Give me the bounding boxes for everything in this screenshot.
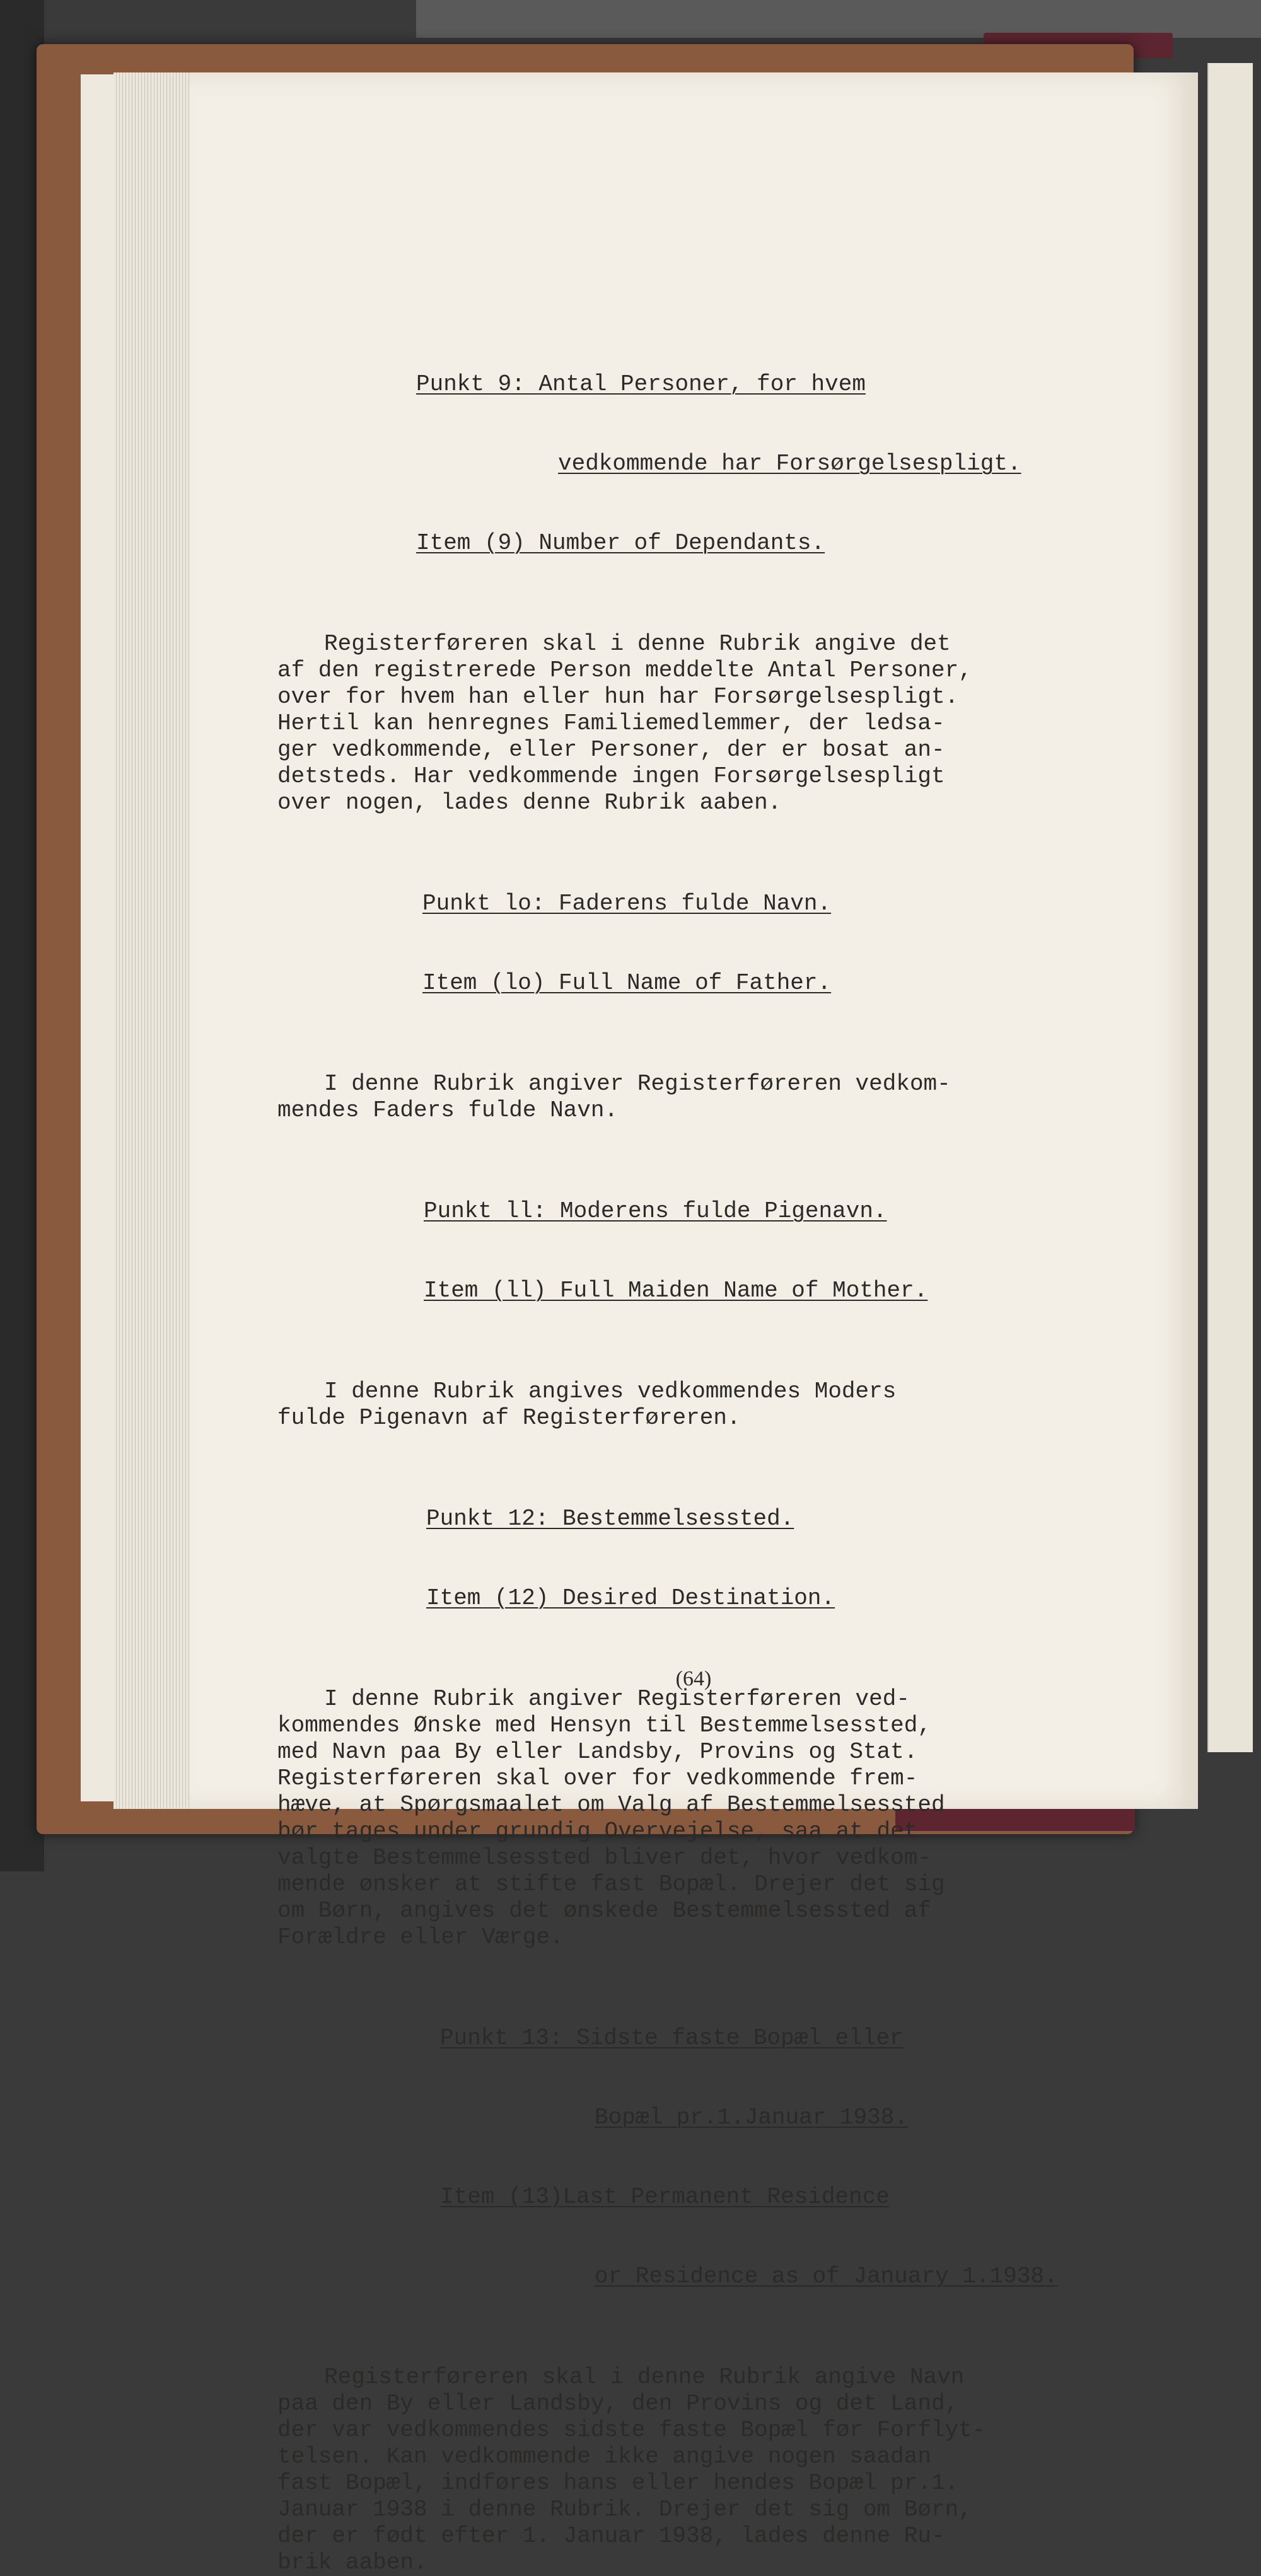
text-line: paa den By eller Landsby, den Provins og det Land, <box>277 2391 959 2417</box>
section-heading <box>422 838 1122 1049</box>
heading-line: Punkt 12: Bestemmelsessted. <box>426 1506 794 1532</box>
text-line: I denne Rubrik angiver Registerføreren ved- <box>324 1686 910 1712</box>
heading-line: Punkt 13: Sidste faste Bopæl eller <box>440 2025 904 2051</box>
heading-line: Punkt lo: Faderens fulde Navn. <box>422 891 832 916</box>
document-page <box>189 72 1198 2575</box>
text-line: der var vedkommendes sidste faste Bopæl før Forflyt- <box>277 2417 986 2443</box>
section-item-10 <box>277 838 1122 1124</box>
heading-line: Punkt ll: Moderens fulde Pigenavn. <box>424 1198 887 1224</box>
text-line: der er født efter 1. Januar 1938, lades denne Ru- <box>277 2523 945 2549</box>
page-text <box>277 230 1122 2576</box>
section-item-9 <box>277 318 1122 816</box>
text-line: Januar 1938 i denne Rubrik. Drejer det sig om Børn, <box>277 2497 972 2522</box>
text-line: mendes Faders fulde Navn. <box>277 1097 619 1123</box>
page-stack-edges <box>113 72 195 1809</box>
section-paragraph <box>277 631 1122 816</box>
text-line: kommendes Ønske med Hensyn til Bestemmelsessted, <box>277 1713 931 1738</box>
text-line: fast Bopæl, indføres hans eller hendes Bopæl pr.1. <box>277 2470 959 2496</box>
section-item-13 <box>277 1972 1122 2576</box>
section-paragraph <box>277 2364 1122 2576</box>
heading-line: Item (9) Number of Dependants. <box>416 530 825 556</box>
heading-line: or Residence as of January 1.1938. <box>595 2263 1058 2289</box>
backdrop-top <box>416 0 1261 38</box>
text-line: med Navn paa By eller Landsby, Provins og Stat. <box>277 1739 918 1765</box>
text-line: I denne Rubrik angives vedkommendes Moders <box>324 1378 897 1404</box>
heading-line: Item (ll) Full Maiden Name of Mother. <box>424 1278 928 1303</box>
section-heading <box>426 1453 1122 1665</box>
section-heading <box>416 318 1122 609</box>
text-line: af den registrerede Person meddelte Antal Personer, <box>277 657 972 683</box>
text-line: mende ønsker at stifte fast Bopæl. Drejer det sig <box>277 1871 945 1897</box>
heading-line: vedkommende har Forsørgelsespligt. <box>558 451 1021 477</box>
text-line: fulde Pigenavn af Registerføreren. <box>277 1405 741 1431</box>
page-number: (64) <box>675 1667 712 1690</box>
text-line: over nogen, lades denne Rubrik aaben. <box>277 790 782 816</box>
section-heading <box>440 1972 1122 2343</box>
text-line: Hertil kan henregnes Familiemedlemmer, der ledsa- <box>277 710 945 736</box>
text-line: I denne Rubrik angiver Registerføreren vedkom- <box>324 1071 951 1097</box>
next-page-edge <box>1207 63 1253 1752</box>
section-heading <box>424 1145 1122 1357</box>
text-line: valgte Bestemmelsessted bliver det, hvor vedkom- <box>277 1845 931 1871</box>
text-line: Registerføreren skal i denne Rubrik angive det <box>324 631 951 657</box>
section-paragraph <box>277 1686 1122 1951</box>
text-line: om Børn, angives det ønskede Bestemmelsessted af <box>277 1898 931 1924</box>
text-line: Forældre eller Værge. <box>277 1924 564 1950</box>
heading-line: Punkt 9: Antal Personer, for hvem <box>416 371 866 397</box>
text-line: ger vedkommende, eller Personer, der er bosat an- <box>277 737 945 763</box>
heading-line: Item (13)Last Permanent Residence <box>440 2184 890 2210</box>
text-line: bør tages under grundig Overvejelse, saa at det <box>277 1818 918 1844</box>
text-line: Registerføreren skal over for vedkommende frem- <box>277 1765 918 1791</box>
text-line: detsteds. Har vedkommende ingen Forsørgelsespligt <box>277 763 945 789</box>
text-line: hæve, at Spørgsmaalet om Valg af Bestemmelsessted <box>277 1792 945 1818</box>
heading-line: Bopæl pr.1.Januar 1938. <box>595 2105 908 2130</box>
text-line: telsen. Kan vedkommende ikke angive nogen saadan <box>277 2444 931 2469</box>
heading-line: Item (12) Desired Destination. <box>426 1585 835 1611</box>
text-line: Registerføreren skal i denne Rubrik angive Navn <box>324 2364 965 2390</box>
section-item-11 <box>277 1145 1122 1431</box>
section-paragraph <box>277 1378 1122 1431</box>
section-paragraph <box>277 1071 1122 1124</box>
text-line: brik aaben. <box>277 2550 427 2575</box>
section-item-12 <box>277 1453 1122 1951</box>
heading-line: Item (lo) Full Name of Father. <box>422 970 832 996</box>
text-line: over for hvem han eller hun har Forsørgelsespligt. <box>277 684 959 710</box>
